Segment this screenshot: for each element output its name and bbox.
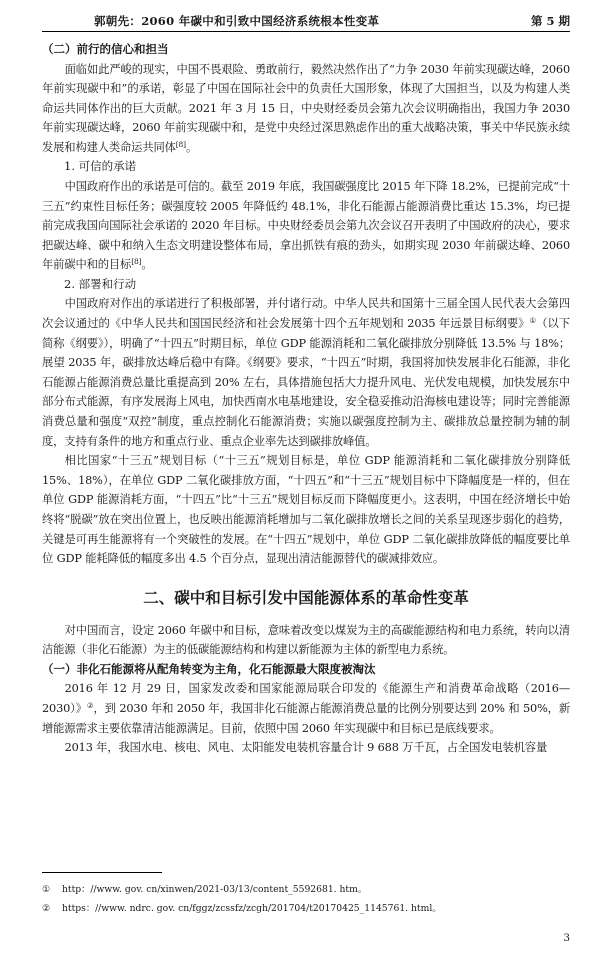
section-heading-non-fossil: （一）非化石能源将从配角转变为主角，化石能源最大限度被淘汰: [42, 661, 376, 676]
paragraph: 相比国家“十三五”规划目标（“十三五”规划目标是，单位 GDP 能源消耗和二氧化碳排放分别降低 15%、18%），在单位 GDP 二氧化碳排放方面，“十四五”和“十三五”规划目标中下降幅度是一样的，但在单位 GDP 能源消耗方面，“十四五”比“十三五”规划目标反而下降幅度更小。这表明，中国在经济增长中始终将“脱碳”放在突出位置上，也反映出能源消耗增加与二氧化碳排放增长之间的关系呈现逐步弱化的趋势，关键是可再生能源将有一个突破性的发展。在“十四五”规划中，单位 GDP 二氧化碳排放降低的幅度要比单位 GDP 能耗降低的幅度多出 4.5 个百分点，显现出清洁能源替代的碳减排效应。: [42, 454, 570, 566]
paragraph: 2013 年，我国水电、核电、风电、太阳能发电装机容量合计 9 688 万千瓦，占全国发电装机容量: [64, 741, 548, 755]
paragraph: 中国政府对作出的承诺进行了积极部署，并付诸行动。中华人民共和国第十三届全国人民代表大会第四次会议通过的《中华人民共和国国民经济和社会发展第十四个五年规划和 2035 年远景目标纲要》①（以下简称《纲要》），明确了“十四五”时期目标，单位 GDP 能源消耗和二氧化碳排放分别降低 13.5% 与 18%；展望 2035 年，碳排放达峰后稳中有降。《纲要》要求，“十四五”时期，我国将加快发展非化石能源，非化石能源占能源消费总量比重提高到 20% 左右，具体措施包括大力提升风电、光伏发电规模，加快发展东中部分布式能源，有序发展海上风电，加快西南水电基地建设，安全稳妥推动沿海核电建设等；同时完善能源消费总量和强度“双控”制度，重点控制化石能源消费；实施以碳强度控制为主、碳排放总量控制为辅的制度，支持有条件的地方和重点行业、重点企业率先达到碳排放峰值。: [42, 297, 570, 448]
footnote-item: ① http：//www. gov. cn/xinwen/2021-03/13/content_5592681. htm。: [42, 884, 368, 895]
footnote-link[interactable]: https：//www. ndrc. gov. cn/fggz/zcssfz/zcgh/201704/t20170425_1145761. html。: [62, 903, 442, 914]
paragraph: 中国政府作出的承诺是可信的。截至 2019 年底，我国碳强度比 2015 年下降 18.2%，已提前完成“十三五”约束性目标任务；碳强度较 2005 年降低约 48.1%，非化石能源占能源消费比重达 15.3%，均已提前完成我国向国际社会承诺的 2020 年目标。中央财经委员会第九次会议召开表明了中国政府的决心，要求把碳达峰、碳中和纳入生态文明建设整体布局，拿出抓铁有痕的劲头，如期实现 2030 年前碳达峰、2060 年前碳中和的目标[8]。: [42, 179, 570, 272]
footnote-ref[interactable]: ②: [86, 701, 94, 711]
footnote-divider: [42, 872, 162, 873]
footnote-item: ② https：//www. ndrc. gov. cn/fggz/zcssfz/zcgh/201704/t20170425_1145761. html。: [42, 903, 442, 914]
footnote-ref[interactable]: ①: [529, 316, 537, 326]
subheading-deployment-action: 2. 部署和行动: [64, 276, 137, 291]
subheading-credible-commitment: 1. 可信的承诺: [64, 159, 137, 174]
paragraph: 面临如此严峻的现实，中国不畏艰险、勇敢前行，毅然决然作出了“力争 2030 年前实现碳达峰，2060 年前实现碳中和”的承诺，彰显了中国在国际社会中的负责任大国形象，体现了大国担当，以及为构建人类命运共同体作出的巨大贡献。2021 年 3 月 15 日，中央财经委员会第九次会议明确指出，我国力争 2030 年前实现碳达峰，2060 年前实现碳中和，是党中央经过深思熟虑作出的重大战略决策，事关中华民族永续发展和构建人类命运共同体[8]。: [42, 62, 570, 154]
paragraph: 对中国而言，设定 2060 年碳中和目标，意味着改变以煤炭为主的高碳能源结构和电力系统，转向以清洁能源（非化石能源）为主的低碳能源结构和构建以新能源为主体的新型电力系统。: [42, 623, 570, 657]
citation-ref[interactable]: [8]: [131, 257, 142, 267]
paragraph: 2016 年 12 月 29 日，国家发改委和国家能源局联合印发的《能源生产和消费革命战略（2016—2030）》②，到 2030 年和 2050 年，我国非化石能源占能源消费总量的比例分别要达到 20% 和 50%，新增能源需求主要依靠清洁能源满足。目前，依照中国 2060 年实现碳中和目标已是底线要求。: [42, 682, 571, 735]
footnote-link[interactable]: http：//www. gov. cn/xinwen/2021-03/13/content_5592681. htm。: [62, 884, 368, 895]
citation-ref[interactable]: [8]: [175, 139, 186, 149]
chapter-heading: 二、碳中和目标引发中国能源体系的革命性变革: [143, 588, 469, 607]
footnotes: [42, 880, 570, 918]
header-issue: 第 5 期: [530, 14, 570, 28]
running-header: [42, 10, 570, 32]
article-body: [42, 40, 570, 758]
section-heading-confidence: （二）前行的信心和担当: [42, 42, 169, 56]
header-title: 郭朝先：2060 年碳中和引致中国经济系统根本性变革: [94, 14, 380, 28]
page-number: 3: [563, 932, 570, 944]
